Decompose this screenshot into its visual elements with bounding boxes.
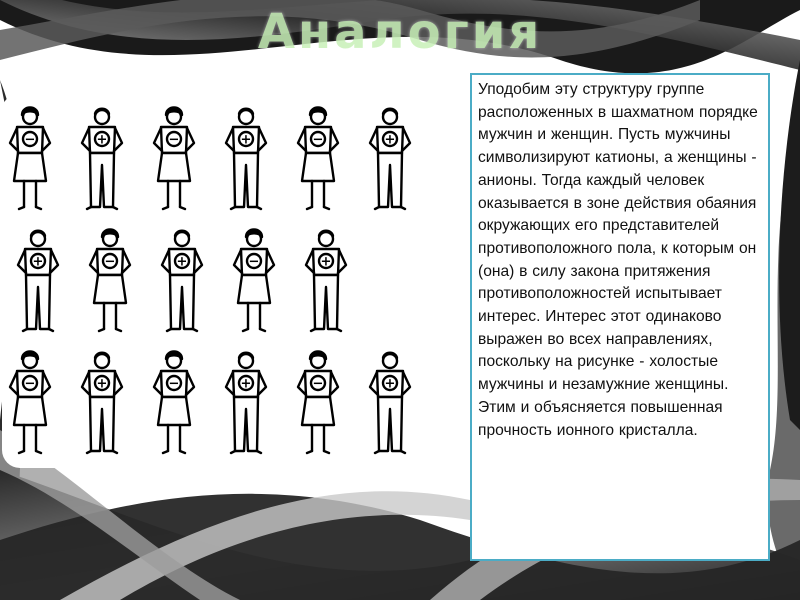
- minus-sign-icon: −: [248, 254, 260, 270]
- woman-figure: [234, 230, 274, 332]
- ion-crystal-people-illustration: [2, 93, 430, 468]
- man-figure: [226, 109, 266, 209]
- analogy-paragraph: Уподобим эту структуру группе расположенных в шахматном порядке мужчин и женщин. Пусть мужчины символизируют катионы, а женщины - анионы. Тогда каждый человек оказывается в зоне действия обаяния окружающих его представителей противоположного пола, к которым он (она) в силу закона притяжения противоположностей испытывает интерес. Интерес этот одинаково выражен во всех направлениях, поскольку на рисунке - холостые мужчины и незамужние женщины. Этим и объясняется повышенная прочность ионного кристалла.: [478, 81, 758, 439]
- minus-sign-icon: −: [168, 376, 180, 392]
- woman-figure: [154, 352, 194, 454]
- plus-sign-icon: +: [176, 254, 188, 270]
- man-figure: [82, 353, 122, 453]
- minus-sign-icon: −: [24, 132, 36, 148]
- minus-sign-icon: −: [24, 376, 36, 392]
- man-figure: [370, 353, 410, 453]
- plus-sign-icon: +: [384, 132, 396, 148]
- minus-sign-icon: −: [168, 132, 180, 148]
- plus-sign-icon: +: [32, 254, 44, 270]
- people-grid: [2, 93, 430, 468]
- woman-figure: [10, 352, 50, 454]
- minus-sign-icon: −: [104, 254, 116, 270]
- man-figure: [370, 109, 410, 209]
- minus-sign-icon: −: [312, 376, 324, 392]
- man-figure: [18, 231, 58, 331]
- plus-sign-icon: +: [240, 132, 252, 148]
- man-figure: [162, 231, 202, 331]
- woman-figure: [298, 108, 338, 210]
- woman-figure: [298, 352, 338, 454]
- man-figure: [306, 231, 346, 331]
- minus-sign-icon: −: [312, 132, 324, 148]
- plus-sign-icon: +: [96, 132, 108, 148]
- analogy-text-box: [470, 73, 770, 561]
- plus-sign-icon: +: [384, 376, 396, 392]
- plus-sign-icon: +: [240, 376, 252, 392]
- woman-figure: [90, 230, 130, 332]
- man-figure: [226, 353, 266, 453]
- woman-figure: [154, 108, 194, 210]
- woman-figure: [10, 108, 50, 210]
- slide-title: Аналогия: [257, 4, 543, 60]
- plus-sign-icon: +: [96, 376, 108, 392]
- man-figure: [82, 109, 122, 209]
- plus-sign-icon: +: [320, 254, 332, 270]
